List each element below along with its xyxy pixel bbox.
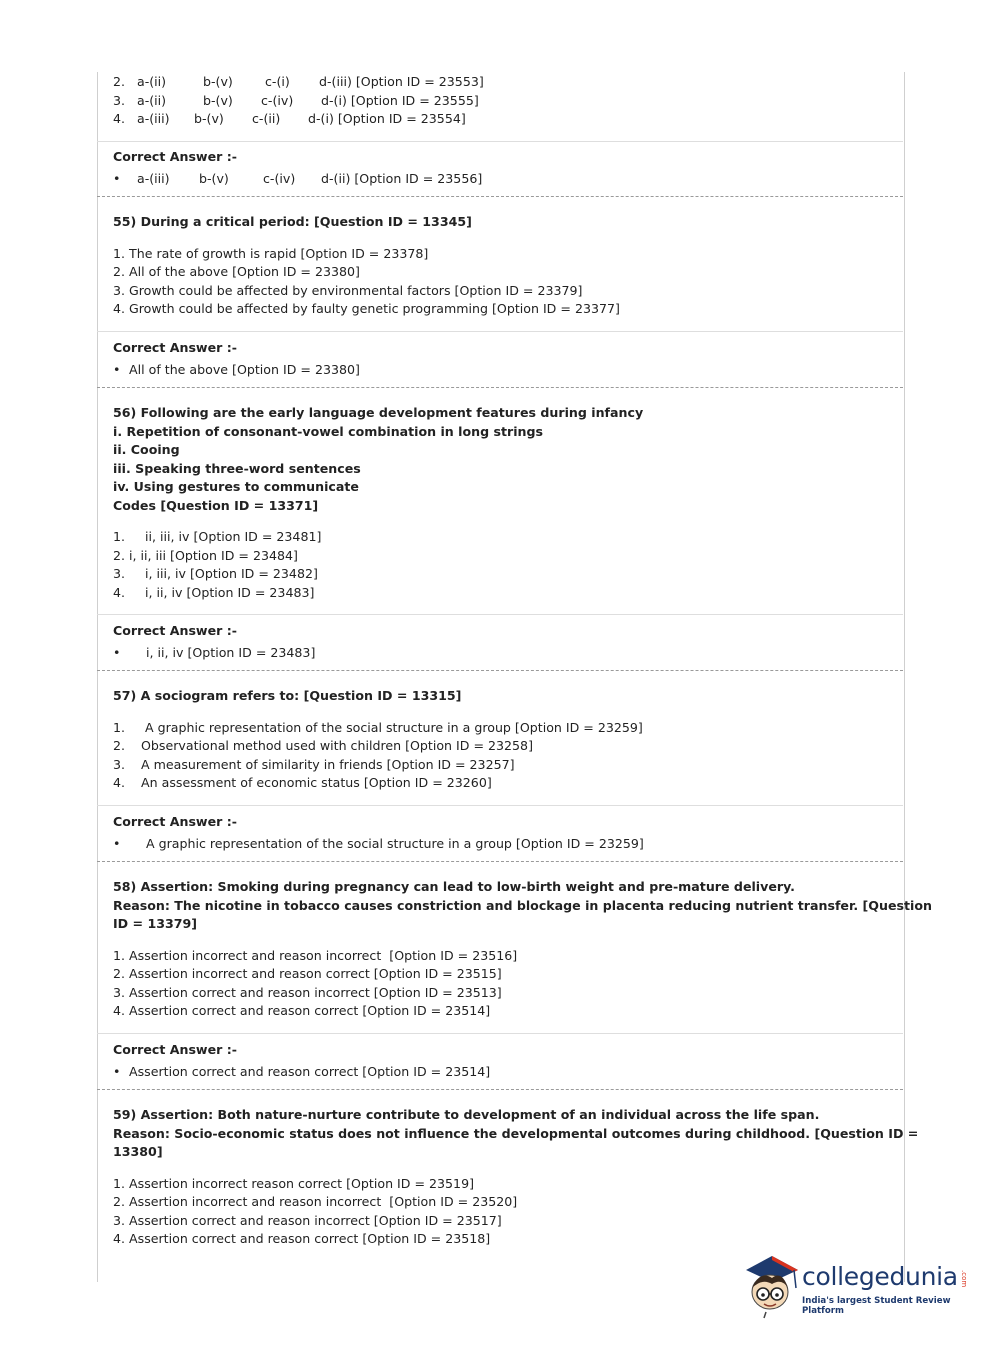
bullet-icon: • (113, 835, 121, 851)
question-line: ID = 13379] (113, 916, 198, 931)
divider (97, 805, 903, 806)
answer-label: Correct Answer :- (113, 149, 237, 164)
option: 3. Growth could be affected by environmental factors [Option ID = 23379] (113, 282, 583, 298)
option: 2. Assertion incorrect and reason correct [Option ID = 23515] (113, 966, 502, 981)
logo-tagline: India's largest Student Review Platform (802, 1296, 951, 1316)
q55 (113, 213, 620, 319)
question-separator (97, 670, 903, 671)
option: 1. The rate of growth is rapid [Option ID = 23378] (113, 245, 429, 261)
question-separator (97, 861, 903, 862)
q54-answer (113, 148, 482, 188)
divider (97, 614, 903, 615)
option: 2. Observational method used with children [Option ID = 23258] (113, 738, 533, 753)
option: 1. Assertion incorrect reason correct [Option ID = 23519] (113, 1175, 474, 1191)
bullet-icon: • (113, 1063, 121, 1079)
option: 3. Assertion correct and reason incorrect [Option ID = 23517] (113, 1212, 502, 1228)
question-line: iv. Using gestures to communicate (113, 479, 359, 494)
question-title: 57) A sociogram refers to: [Question ID = 13315] (113, 688, 462, 703)
answer-label: Correct Answer :- (113, 340, 237, 355)
option: 4. An assessment of economic status [Option ID = 23260] (113, 775, 492, 790)
question-line: Codes [Question ID = 13371] (113, 497, 319, 513)
option: 2. Assertion incorrect and reason incorrect [Option ID = 23520] (113, 1194, 518, 1209)
collegedunia-logo (742, 1248, 972, 1320)
option: 1. A graphic representation of the social structure in a group [Option ID = 23259] (113, 719, 643, 735)
question-title: 58) Assertion: Smoking during pregnancy can lead to low-birth weight and pre-mature delivery. (113, 879, 795, 894)
q57 (113, 687, 643, 793)
question-separator (97, 196, 903, 197)
question-title: 56) Following are the early language development features during infancy (113, 405, 644, 420)
option: 1. ii, iii, iv [Option ID = 23481] (113, 529, 322, 544)
option: 3. A measurement of similarity in friends [Option ID = 23257] (113, 756, 515, 772)
answer-label: Correct Answer :- (113, 1042, 237, 1057)
q58-answer (113, 1041, 490, 1081)
answer-row: • A graphic representation of the social structure in a group [Option ID = 23259] (113, 835, 644, 854)
divider (97, 331, 903, 332)
bullet-icon: • (113, 170, 121, 186)
option: 2. i, ii, iii [Option ID = 23484] (113, 547, 298, 563)
mascot-icon (742, 1248, 802, 1320)
question-title: 55) During a critical period: [Question ID = 13345] (113, 214, 472, 229)
logo-suffix: .com (960, 1270, 968, 1288)
question-line: Reason: The nicotine in tobacco causes constriction and blockage in placenta reducing nutrient transfer. [Question (113, 897, 932, 913)
option: 4. Assertion correct and reason correct [Option ID = 23518] (113, 1231, 491, 1246)
question-line: iii. Speaking three-word sentences (113, 460, 361, 476)
question-separator (97, 1089, 903, 1090)
option: 3. Assertion correct and reason incorrect [Option ID = 23513] (113, 984, 502, 1000)
option: 4. Assertion correct and reason correct [Option ID = 23514] (113, 1003, 491, 1018)
q55-answer (113, 339, 360, 379)
question-line: ii. Cooing (113, 442, 180, 457)
q54-options (113, 73, 484, 129)
option: 3. i, iii, iv [Option ID = 23482] (113, 566, 318, 581)
answer-row: • a-(iii) b-(v) c-(iv) d-(ii) [Option ID = 23556] (113, 170, 482, 189)
divider (97, 141, 903, 142)
q56-answer (113, 622, 315, 662)
answer-row: • Assertion correct and reason correct [Option ID = 23514] (113, 1063, 490, 1082)
logo-wordmark: collegedunia (802, 1262, 958, 1291)
divider (97, 1033, 903, 1034)
question-separator (97, 387, 903, 388)
question-line: i. Repetition of consonant-vowel combination in long strings (113, 423, 544, 439)
question-title: 59) Assertion: Both nature-nurture contribute to development of an individual across the life span. (113, 1107, 820, 1122)
answer-row: • i, ii, iv [Option ID = 23483] (113, 644, 315, 663)
option: 4. Growth could be affected by faulty genetic programming [Option ID = 23377] (113, 301, 620, 316)
bullet-icon: • (113, 644, 121, 660)
question-line: 13380] (113, 1144, 163, 1159)
answer-row: • All of the above [Option ID = 23380] (113, 361, 360, 380)
option-row: 4. a-(iii) b-(v) c-(ii) d-(i) [Option ID = 23554] (113, 111, 466, 126)
q56 (113, 404, 643, 602)
answer-label: Correct Answer :- (113, 814, 237, 829)
q58 (113, 878, 932, 1021)
question-line: Reason: Socio-economic status does not influence the developmental outcomes during childhood. [Question ID = (113, 1125, 919, 1141)
answer-label: Correct Answer :- (113, 623, 237, 638)
option: 1. Assertion incorrect and reason incorrect [Option ID = 23516] (113, 947, 518, 963)
option: 4. i, ii, iv [Option ID = 23483] (113, 584, 315, 600)
option-row: 2. a-(ii) b-(v) c-(i) d-(iii) [Option ID = 23553] (113, 74, 484, 89)
q57-answer (113, 813, 644, 853)
q59 (113, 1106, 918, 1249)
option: 2. All of the above [Option ID = 23380] (113, 264, 360, 279)
option-row: 3. a-(ii) b-(v) c-(iv) d-(i) [Option ID = 23555] (113, 92, 479, 108)
bullet-icon: • (113, 361, 121, 377)
